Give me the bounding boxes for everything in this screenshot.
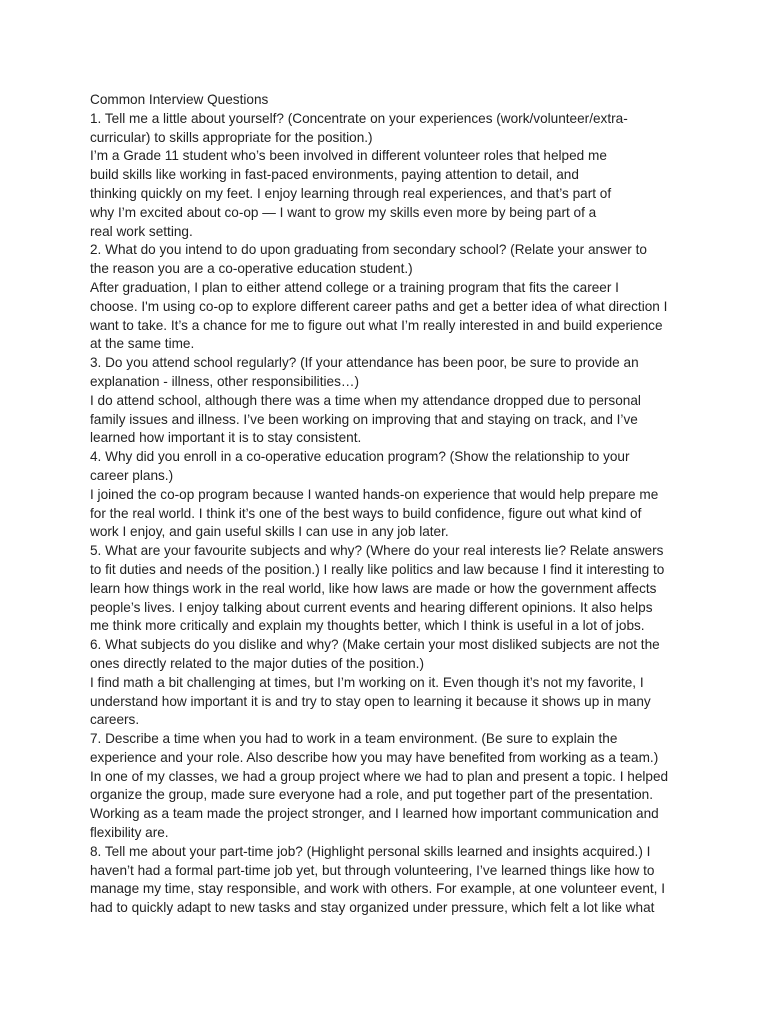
text-line: for the real world. I think it’s one of the best ways to build confidence, figure out what kind of	[90, 505, 642, 521]
text-line: organize the group, made sure everyone had a role, and put together part of the presentation.	[90, 787, 654, 803]
text-line: 8. Tell me about your part-time job? (Highlight personal skills learned and insights acquired.) I	[90, 843, 651, 859]
text-line: work I enjoy, and gain useful skills I can use in any job later.	[90, 524, 449, 540]
text-line: flexibility are.	[90, 825, 169, 841]
text-line: choose. I'm using co-op to explore different career paths and get a better idea of what direction I	[90, 298, 668, 314]
text-line: I joined the co-op program because I wanted hands-on experience that would help prepare me	[90, 486, 659, 502]
text-line: learn how things work in the real world, like how laws are made or how the government affects	[90, 580, 657, 596]
text-line: 1. Tell me a little about yourself? (Concentrate on your experiences (work/volunteer/extra-	[90, 110, 628, 126]
text-line: I’m a Grade 11 student who’s been involved in different volunteer roles that helped me	[90, 148, 607, 164]
text-line: thinking quickly on my feet. I enjoy learning through real experiences, and that’s part of	[90, 185, 612, 201]
text-line: had to quickly adapt to new tasks and stay organized under pressure, which felt a lot like what	[90, 900, 655, 916]
text-line: In one of my classes, we had a group project where we had to plan and present a topic. I helped	[90, 768, 669, 784]
text-line: at the same time.	[90, 336, 195, 352]
text-line: 5. What are your favourite subjects and why? (Where do your real interests lie? Relate answers	[90, 543, 664, 559]
text-line: people’s lives. I enjoy talking about current events and hearing different opinions. It also helps	[90, 599, 653, 615]
text-line: career plans.)	[90, 467, 174, 483]
text-line: 3. Do you attend school regularly? (If your attendance has been poor, be sure to provide an	[90, 355, 639, 371]
text-line: 6. What subjects do you dislike and why? (Make certain your most disliked subjects are not the	[90, 637, 660, 653]
text-line: ones directly related to the major duties of the position.)	[90, 655, 424, 671]
text-line: build skills like working in fast-paced environments, paying attention to detail, and	[90, 167, 579, 183]
text-line: curricular) to skills appropriate for the position.)	[90, 129, 373, 145]
text-line: 7. Describe a time when you had to work in a team environment. (Be sure to explain the	[90, 731, 618, 747]
text-line: I do attend school, although there was a time when my attendance dropped due to personal	[90, 392, 641, 408]
text-line: manage my time, stay responsible, and work with others. For example, at one volunteer event, I	[90, 881, 665, 897]
text-line: careers.	[90, 712, 140, 728]
text-line: explanation - illness, other responsibilities…)	[90, 373, 359, 389]
document-body	[90, 91, 690, 918]
text-line: experience and your role. Also describe how you may have benefited from working as a team.)	[90, 749, 659, 765]
text-line: 2. What do you intend to do upon graduating from secondary school? (Relate your answer to	[90, 242, 647, 258]
document-title: Common Interview Questions	[90, 92, 269, 107]
text-line: why I’m excited about co-op — I want to grow my skills even more by being part of a	[90, 204, 597, 220]
text-line: to fit duties and needs of the position.) I really like politics and law because I find it interesting to	[90, 561, 665, 577]
text-line: learned how important it is to stay consistent.	[90, 430, 362, 446]
text-line: family issues and illness. I’ve been working on improving that and staying on track, and I’ve	[90, 411, 638, 427]
text-line: me think more critically and explain my thoughts better, which I think is useful in a lot of jobs.	[90, 618, 645, 634]
text-line: real work setting.	[90, 223, 193, 239]
text-line: haven’t had a formal part-time job yet, but through volunteering, I’ve learned things like how to	[90, 862, 655, 878]
text-line: 4. Why did you enroll in a co-operative education program? (Show the relationship to your	[90, 449, 630, 465]
text-line: want to take. It’s a chance for me to figure out what I’m really interested in and build experience	[90, 317, 663, 333]
text-line: Working as a team made the project stronger, and I learned how important communication and	[90, 806, 659, 822]
text-line: understand how important it is and try to stay open to learning it because it shows up in many	[90, 693, 651, 709]
text-line: the reason you are a co-operative education student.)	[90, 261, 413, 277]
text-line: I find math a bit challenging at times, but I’m working on it. Even though it’s not my favorite, I	[90, 674, 644, 690]
text-line: After graduation, I plan to either attend college or a training program that fits the career I	[90, 279, 619, 295]
